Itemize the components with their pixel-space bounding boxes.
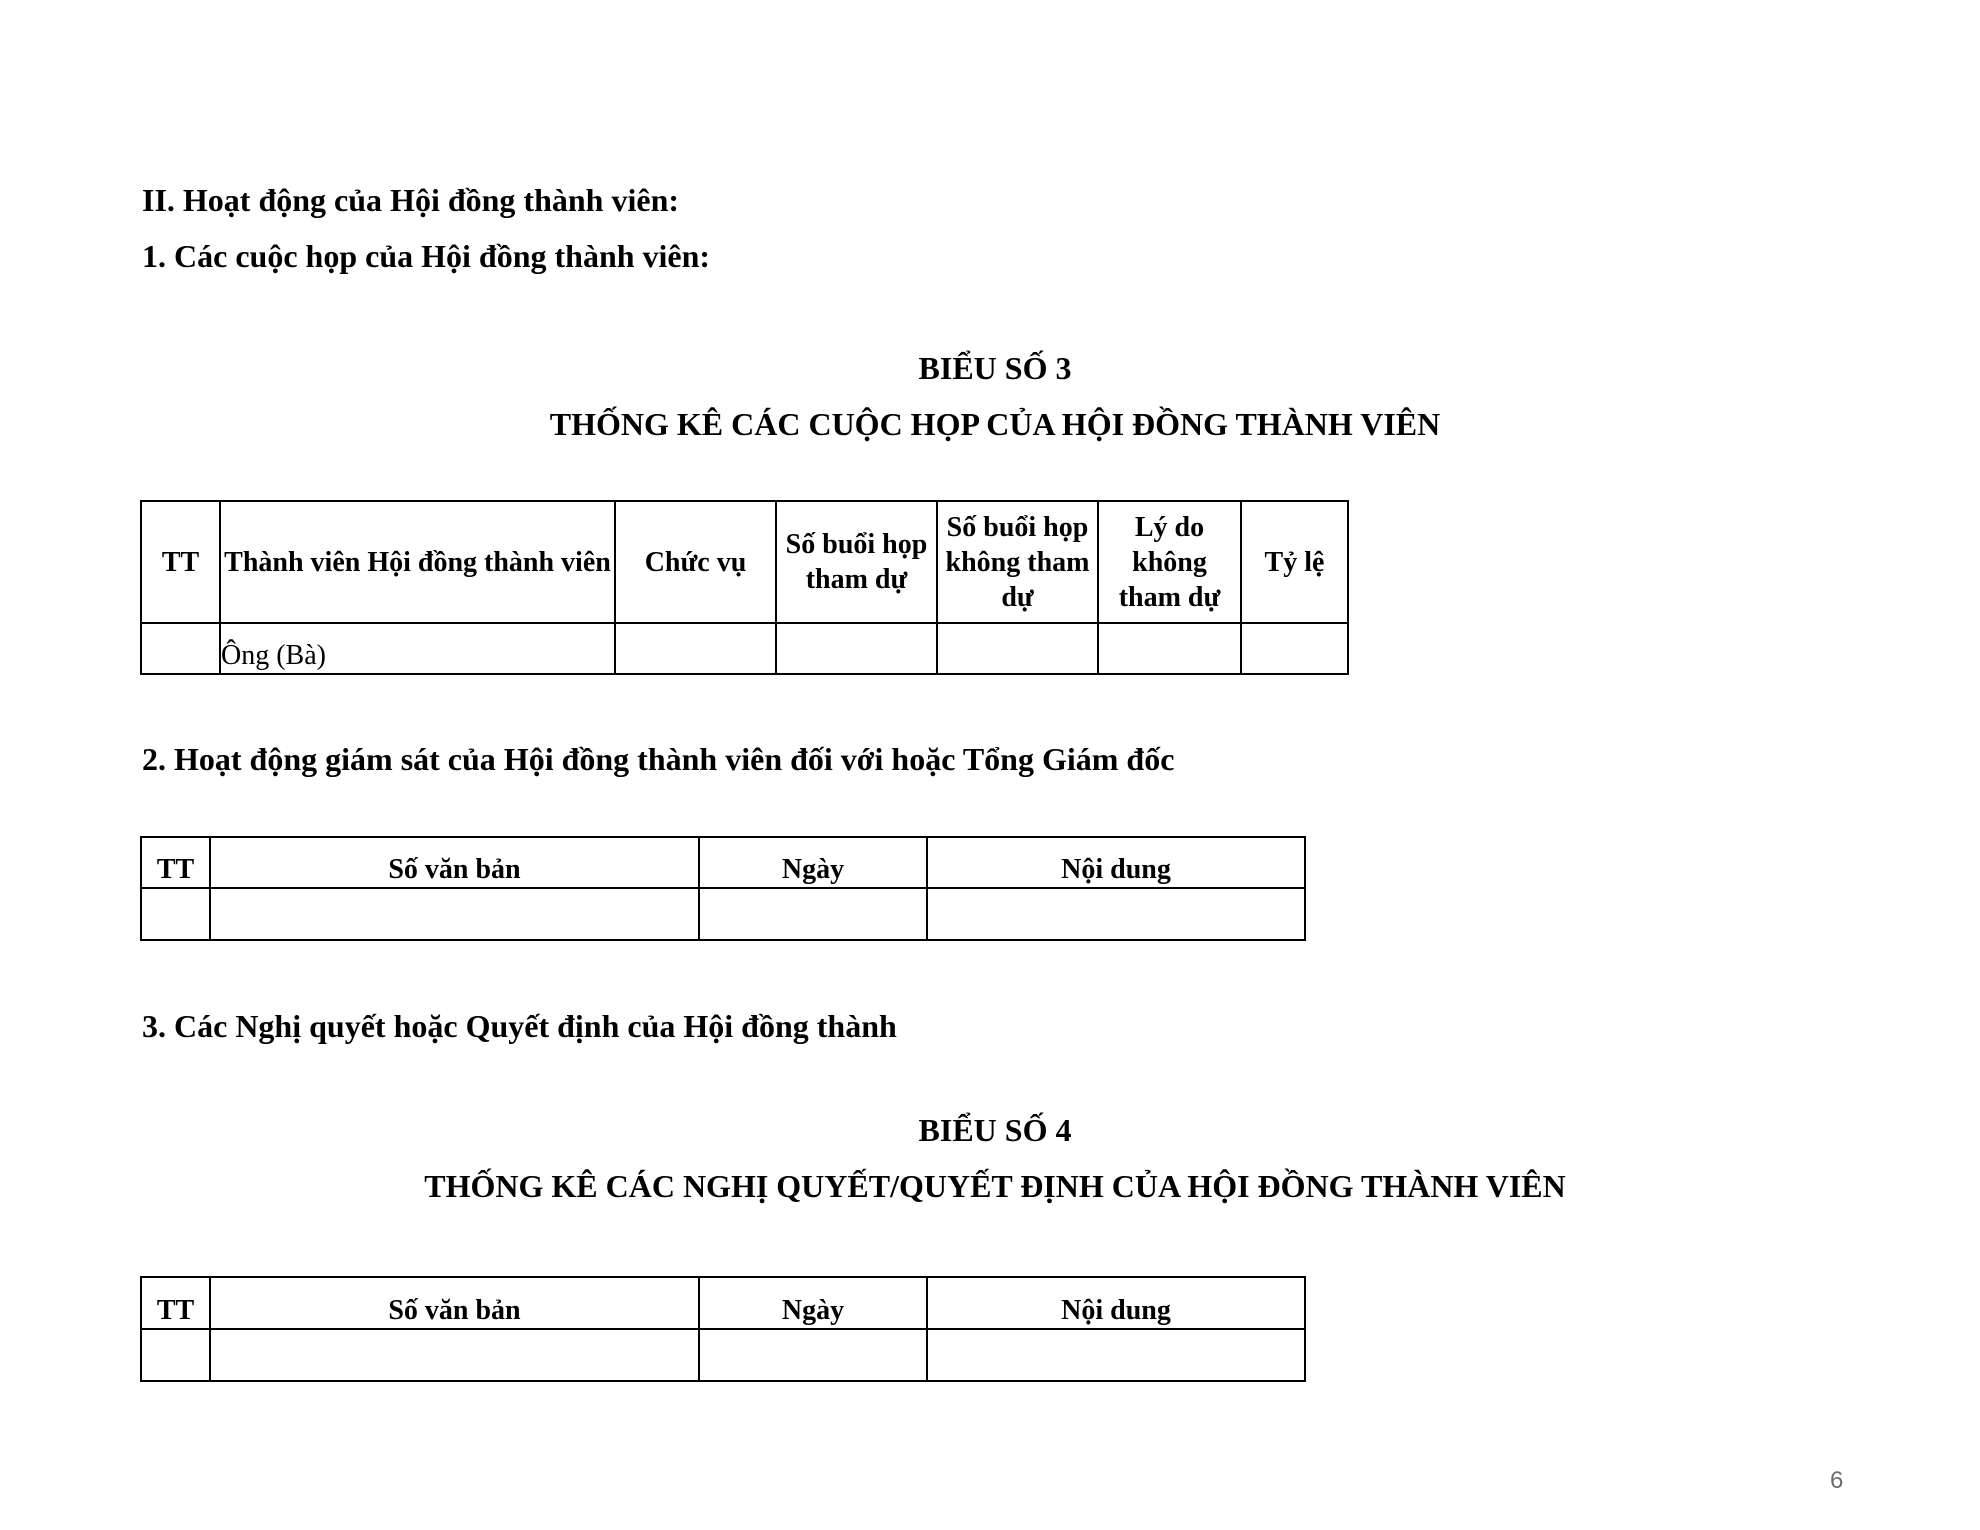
cell-member: Ông (Bà) [220, 623, 615, 674]
cell-content [927, 1329, 1305, 1381]
cell-date [699, 888, 927, 940]
supervision-table [140, 836, 1306, 941]
header-date: Ngày [699, 1277, 927, 1329]
header-document-number: Số văn bản [210, 1277, 699, 1329]
supervision-header-row [141, 837, 1305, 888]
header-attended: Số buổi họp tham dự [776, 501, 937, 623]
meetings-header-row [141, 501, 1348, 623]
cell-date [699, 1329, 927, 1381]
header-content: Nội dung [927, 1277, 1305, 1329]
section-heading: II. Hoạt động của Hội đồng thành viên: [142, 182, 680, 218]
header-document-number: Số văn bản [210, 837, 699, 888]
cell-content [927, 888, 1305, 940]
form4-label: BIỂU SỐ 4 [918, 1112, 1072, 1148]
table-row [141, 1329, 1305, 1381]
cell-tt [141, 888, 210, 940]
cell-ratio [1241, 623, 1348, 674]
subsection-1-heading: 1. Các cuộc họp của Hội đồng thành viên: [142, 238, 711, 274]
header-tt: TT [141, 501, 220, 623]
cell-tt [141, 1329, 210, 1381]
subsection-3-heading: 3. Các Nghị quyết hoặc Quyết định của Hội đồng thành [142, 1008, 897, 1044]
cell-document-number [210, 888, 699, 940]
header-tt: TT [141, 1277, 210, 1329]
form4-title: THỐNG KÊ CÁC NGHỊ QUYẾT/QUYẾT ĐỊNH CỦA HỘI ĐỒNG THÀNH VIÊN [424, 1168, 1566, 1204]
header-tt: TT [141, 837, 210, 888]
header-absence-reason: Lý do không tham dự [1098, 501, 1241, 623]
header-content: Nội dung [927, 837, 1305, 888]
resolutions-table [140, 1276, 1306, 1382]
cell-document-number [210, 1329, 699, 1381]
table-row [141, 623, 1348, 674]
cell-tt [141, 623, 220, 674]
form3-label: BIỂU SỐ 3 [918, 350, 1072, 386]
header-ratio: Tỷ lệ [1241, 501, 1348, 623]
resolutions-header-row [141, 1277, 1305, 1329]
header-date: Ngày [699, 837, 927, 888]
page-number: 6 [1830, 1467, 1844, 1494]
cell-absence-reason [1098, 623, 1241, 674]
cell-absent [937, 623, 1098, 674]
cell-position [615, 623, 776, 674]
form3-title: THỐNG KÊ CÁC CUỘC HỌP CỦA HỘI ĐỒNG THÀNH VIÊN [549, 406, 1441, 442]
header-absent: Số buổi họp không tham dự [937, 501, 1098, 623]
cell-attended [776, 623, 937, 674]
table-row [141, 888, 1305, 940]
meetings-table [140, 500, 1349, 675]
subsection-2-heading: 2. Hoạt động giám sát của Hội đồng thành viên đối với hoặc Tổng Giám đốc [142, 741, 1175, 777]
header-member: Thành viên Hội đồng thành viên [220, 501, 615, 623]
header-position: Chức vụ [615, 501, 776, 623]
